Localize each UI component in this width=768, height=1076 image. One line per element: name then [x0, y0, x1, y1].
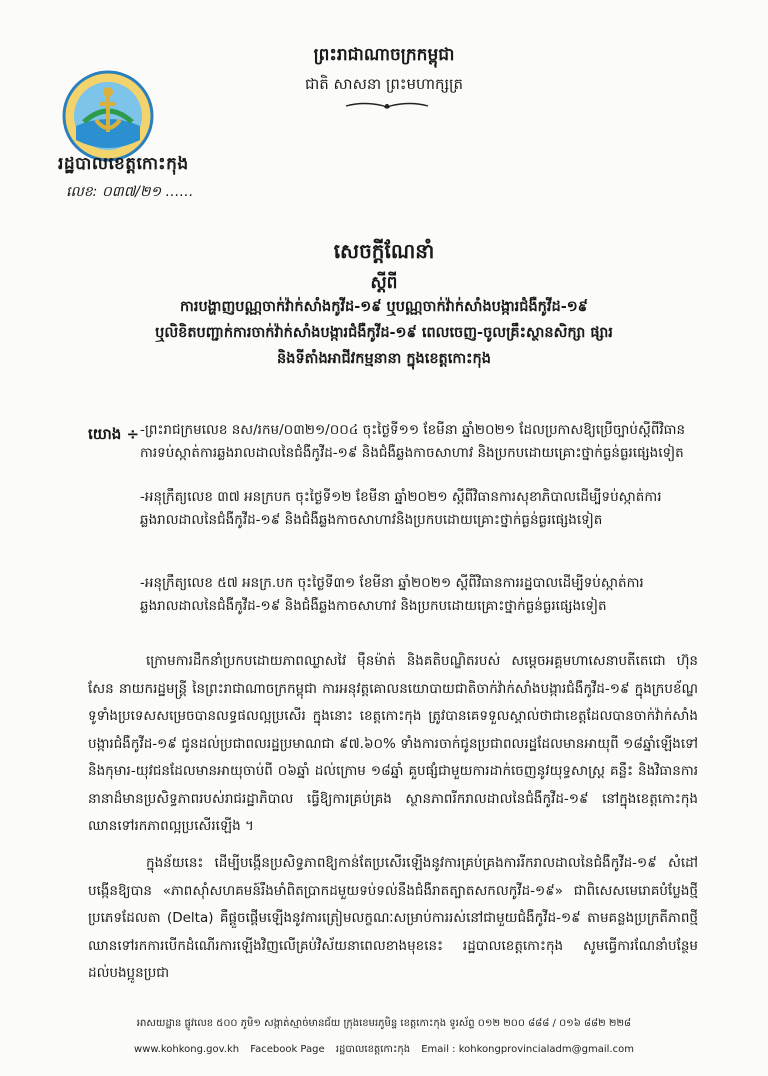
subject-line: ឬលិខិតបញ្ជាក់ការចាក់វ៉ាក់សាំងបង្ការជំងឺកូវីដ-១៩ ពេលចេញ-ចូលគ្រឹះស្ថានសិក្សា ផ្សារ [155, 325, 613, 341]
national-motto: ជាតិ សាសនា ព្រះមហាក្សត្រ [304, 75, 464, 93]
subject-line: និងទីតាំងអាជីវកម្មនានា ក្នុងខេត្តកោះកុង [277, 351, 491, 367]
footer-website-link[interactable]: www.kohkong.gov.kh [134, 1044, 240, 1055]
subject-label: ស្តីពី [370, 273, 398, 293]
body-paragraph: ក្រោមការដឹកនាំប្រកបដោយភាពឈ្លាសវៃ ម៉ឺនម៉ាត់ និងគតិបណ្ឌិតរបស់ សម្តេចអគ្គមហាសេនាបតីតេជោ ហ៊ុន សែន នាយករដ្ឋមន្ត្រី នៃព្រះរាជាណាចក្រកម្ពុជា ការអនុវត្តគោលនយោបាយជាតិចាក់វ៉ាក់សាំងបង្ការជំងឺកូវីដ-១៩ ក្នុងក្របខ័ណ្ឌទូទាំងប្រទេសសម្រេចបានលទ្ធផលល្អប្រសើរ ក្នុងនោះ ខេត្តកោះកុង ត្រូវបានគេទទួលស្គាល់ថាជាខេត្តដែលបានចាក់វ៉ាក់សាំងបង្ការជំងឺកូវីដ-១៩ ជូនដល់ប្រជាពលរដ្ឋប្រមាណជា ៩៧.៦០% ទាំងការចាក់ជូនប្រជាពលរដ្ឋដែលមានអាយុពី ១៨ឆ្នាំឡើងទៅ និងកុមារ-យុវជនដែលមានអាយុចាប់ពី ០៦ឆ្នាំ ដល់ក្រោម ១៨ឆ្នាំ គួបផ្សំជាមួយការដាក់ចេញនូវយុទ្ធសាស្ត្រ គន្លឹះ និងវិធានការនានាដ៏មានប្រសិទ្ធភាពរបស់រាជរដ្ឋាភិបាល ធ្វើឱ្យការគ្រប់គ្រង ស្ថានភាពរីករាលដាលនៃជំងឺកូវីដ-១៩ នៅក្នុងខេត្តកោះកុង ឈានទៅរកភាពល្អប្រសើរឡើង ។ [88, 653, 698, 834]
footer-contacts [0, 1042, 768, 1057]
reference-number: លេខ: ០៣៧/២១ …… [66, 184, 194, 200]
footer-facebook-label: Facebook Page [250, 1044, 325, 1055]
reference-label: យោង ÷ [88, 425, 140, 443]
kingdom-heading: ព្រះរាជាណាចក្រកម្ពុជា [313, 45, 455, 65]
subject-line: ការបង្ហាញបណ្ណចាក់វ៉ាក់សាំងកូវីដ-១៩ ឬបណ្ណចាក់វ៉ាក់សាំងបង្ការជំងឺកូវីដ-១៩ [180, 299, 588, 315]
document-type-title: សេចក្តីណែនាំ [333, 239, 435, 263]
issuer-name: រដ្ឋបាលខេត្តកោះកុង [58, 154, 189, 174]
footer-email[interactable]: Email : kohkongprovincialadm@gmail.com [421, 1044, 634, 1055]
reference-item: -ព្រះរាជក្រមលេខ នស/រកម/០៣២១/០០៤ ចុះថ្ងៃទី១១ ខែមីនា ឆ្នាំ២០២១ ដែលប្រកាសឱ្យប្រើច្បាប់ស្តីពីវិធានការទប់ស្កាត់ការឆ្លងរាលដាលនៃជំងឺកូវីដ-១៩ និងជំងឺឆ្លងកាចសាហាវ និងប្រកបដោយគ្រោះថ្នាក់ធ្ងន់ធ្ងរផ្សេងទៀត [140, 422, 686, 461]
reference-item: -អនុក្រឹត្យលេខ ៥៧ អនក្រ.បក ចុះថ្ងៃទី៣១ ខែមីនា ឆ្នាំ២០២១ ស្តីពីវិធានការរដ្ឋបាលដើម្បីទប់ស្កាត់ការឆ្លងរាលដាលនៃជំងឺកូវីដ-១៩ និងជំងឺឆ្លងកាចសាហាវ និងប្រកបដោយគ្រោះថ្នាក់ធ្ងន់ធ្ងរផ្សេងទៀត [140, 575, 644, 614]
footer-facebook-name[interactable]: រដ្ឋបាលខេត្តកោះកុង [335, 1044, 411, 1055]
ornament-divider [344, 101, 430, 111]
footer-address: អាសយដ្ឋាន ផ្លូវលេខ ៥០០ ភូមិ១ សង្កាត់ស្មាច់មានជ័យ ក្រុងខេមរភូមិន្ទ ខេត្តកោះកុង ទូរស័ព្ទ ០១២ ២០០ ៨៨៨ / ០១៦ ៨៨២ ២២៨ [136, 1018, 632, 1029]
reference-item: -អនុក្រឹត្យលេខ ៣៧ អនក្របក ចុះថ្ងៃទី១២ ខែមីនា ឆ្នាំ២០២១ ស្តីពីវិធានការសុខាភិបាលដើម្បីទប់ស្កាត់ការឆ្លងរាលដាលនៃជំងឺកូវីដ-១៩ និងជំងឺឆ្លងកាចសាហាវនិងប្រកបដោយគ្រោះថ្នាក់ធ្ងន់ធ្ងរផ្សេងទៀត [140, 489, 662, 528]
body-paragraph: ក្នុងន័យនេះ ដើម្បីបង្កើនប្រសិទ្ធភាពឱ្យកាន់តែប្រសើរឡើងនូវការគ្រប់គ្រងការរីករាលដាលនៃជំងឺកូវីដ-១៩ សំដៅបង្កើនឱ្យបាន «ភាពស៊ាំសហគមន៍រឹងមាំពិតប្រាកដមួយទប់ទល់នឹងជំងឺរាតត្បាតសកលកូវីដ-១៩» ជាពិសេសមេរោគបំប្លែងថ្មី ប្រភេទដែលតា (Delta) គឺផ្តួចផ្តើមឡើងនូវការត្រៀមលក្ខណៈសម្រាប់ការរស់នៅជាមួយជំងឺកូវីដ-១៩ តាមគន្លងប្រក្រតីភាពថ្មី ឈានទៅរកការបើកដំណើរការឡើងវិញលើគ្រប់វិស័យនាពេលខាងមុខនេះ រដ្ឋបាលខេត្តកោះកុង សូមធ្វើការណែនាំបន្ថែមដល់បងប្អូនប្រជា [88, 855, 698, 981]
